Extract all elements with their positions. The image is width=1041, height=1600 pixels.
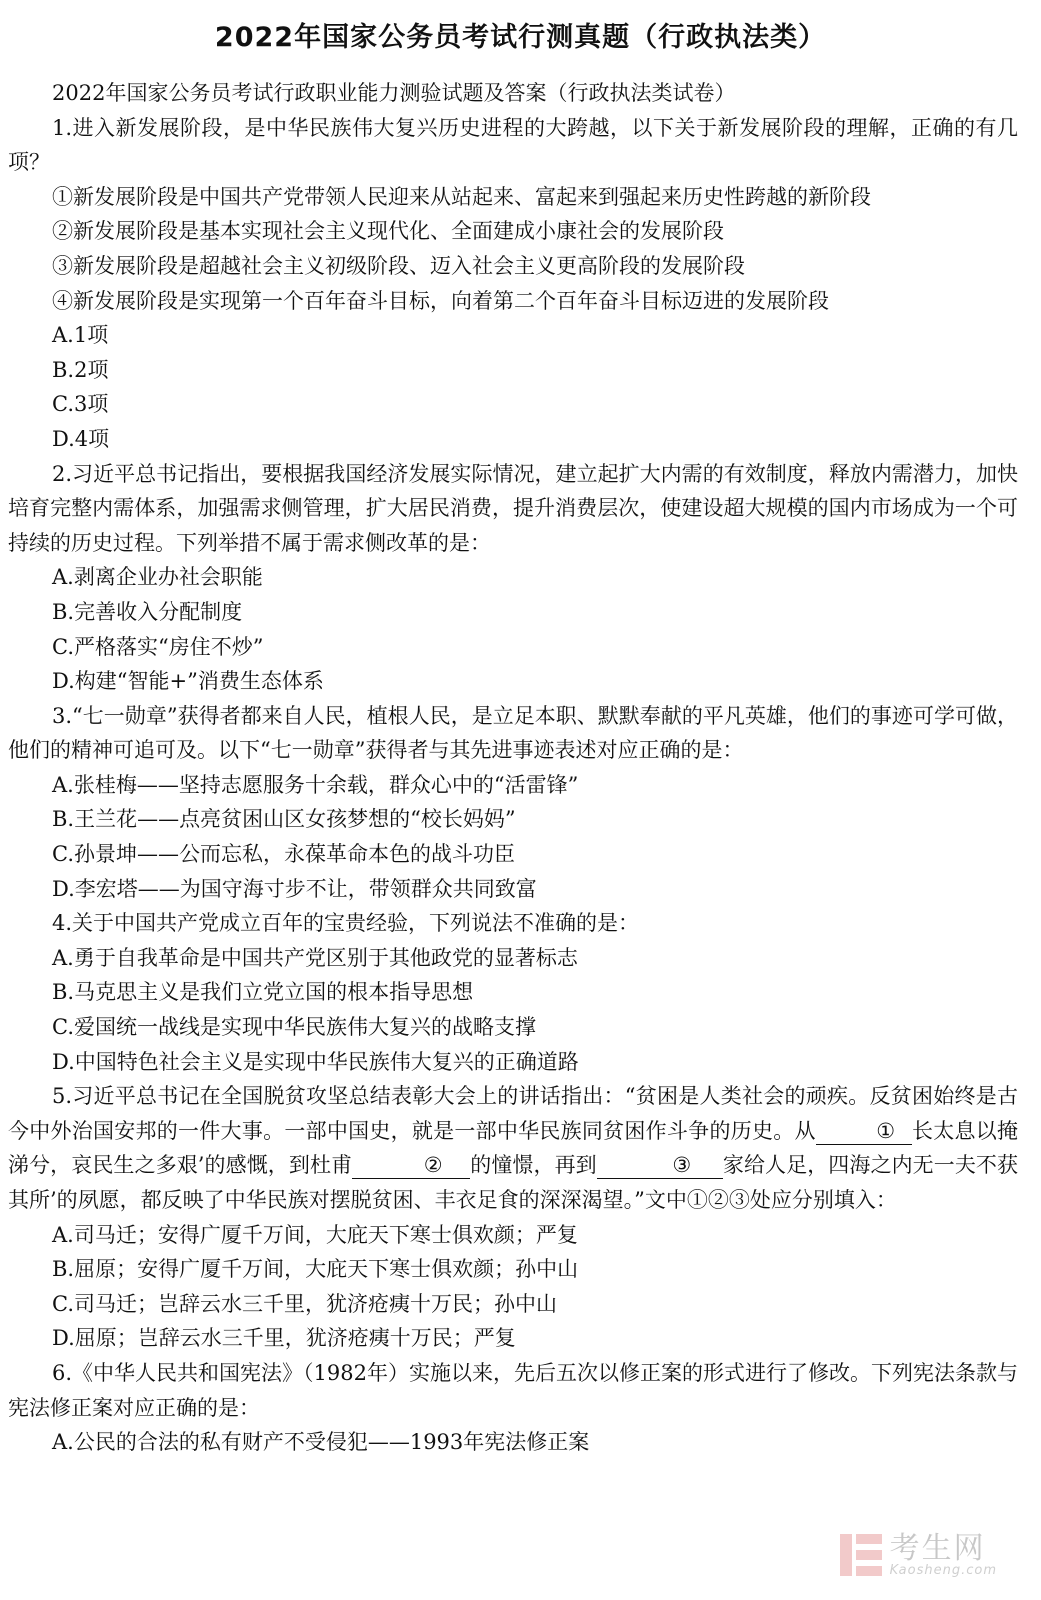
question-5-option-b: B.屈原；安得广厦千万间，大庇天下寒士俱欢颜；孙中山 bbox=[52, 1257, 579, 1282]
question-1-statement-3: ③新发展阶段是超越社会主义初级阶段、迈入社会主义更高阶段的发展阶段 bbox=[52, 253, 745, 278]
question-5-option-d: D.屈原；岂辞云水三千里，犹济疮痍十万民；严复 bbox=[52, 1326, 516, 1351]
question-4-option-a: A.勇于自我革命是中国共产党区别于其他政党的显著标志 bbox=[52, 945, 578, 970]
question-4-option-b: B.马克思主义是我们立党立国的根本指导思想 bbox=[52, 980, 474, 1005]
question-5-stem-part-3: 的憧憬，再到 bbox=[470, 1153, 597, 1178]
question-5-stem-part-1: 5.习近平总书记在全国脱贫攻坚总结表彰大会上的讲话指出：“贫困是人类社会的顽疾。反贫困始终是古今中外治国安邦的一件大事。一部中国史，就是一部中华民族同贫困作斗争的历史。从 bbox=[8, 1084, 1018, 1143]
question-2-stem: 2.习近平总书记指出，要根据我国经济发展实际情况，建立起扩大内需的有效制度，释放内需潜力，加快培育完整内需体系，加强需求侧管理，扩大居民消费，提升消费层次，使建设超大规模的国内市场成为一个可持续的历史过程。下列举措不属于需求侧改革的是： bbox=[8, 461, 1018, 555]
question-5-blank-3: ③ bbox=[597, 1152, 723, 1179]
question-1-option-d: D.4项 bbox=[52, 426, 110, 451]
question-5-option-c: C.司马迁；岂辞云水三千里，犹济疮痍十万民；孙中山 bbox=[52, 1291, 557, 1316]
question-3-option-d: D.李宏塔——为国守海寸步不让，带领群众共同致富 bbox=[52, 876, 537, 901]
question-2-option-c: C.严格落实“房住不炒” bbox=[52, 634, 264, 659]
question-3-option-a: A.张桂梅——坚持志愿服务十余载，群众心中的“活雷锋” bbox=[52, 772, 579, 797]
question-5-stem bbox=[8, 1079, 1018, 1217]
question-4-option-d: D.中国特色社会主义是实现中华民族伟大复兴的正确道路 bbox=[52, 1049, 579, 1074]
question-5-option-a: A.司马迁；安得广厦千万间，大庇天下寒士俱欢颜；严复 bbox=[52, 1222, 578, 1247]
question-1-option-b: B.2项 bbox=[52, 357, 109, 382]
question-6-stem: 6.《中华人民共和国宪法》（1982年）实施以来，先后五次以修正案的形式进行了修改。下列宪法条款与宪法修正案对应正确的是： bbox=[8, 1360, 1018, 1420]
question-3-stem: 3.“七一勋章”获得者都来自人民，植根人民，是立足本职、默默奉献的平凡英雄，他们的事迹可学可做，他们的精神可追可及。以下“七一勋章”获得者与其先进事迹表述对应正确的是： bbox=[8, 703, 1018, 763]
question-5-stem-part-2: 长太息以掩涕兮，哀民生之多艰’的感慨，到杜甫 bbox=[8, 1118, 1018, 1178]
question-4-stem: 4.关于中国共产党成立百年的宝贵经验，下列说法不准确的是： bbox=[52, 911, 640, 936]
question-1-option-a: A.1项 bbox=[52, 323, 109, 348]
question-3-option-c: C.孙景坤——公而忘私，永葆革命本色的战斗功臣 bbox=[52, 842, 515, 867]
document-body bbox=[8, 76, 1018, 1460]
question-1-statement-1: ①新发展阶段是中国共产党带领人民迎来从站起来、富起来到强起来历史性跨越的新阶段 bbox=[52, 184, 871, 209]
question-5-stem-part-4: 家给人足，四海之内无一夫不获其所’的夙愿，都反映了中华民族对摆脱贫困、丰衣足食的深深渴望。”文中①②③处应分别填入： bbox=[8, 1153, 1019, 1212]
question-5-blank-1: ① bbox=[816, 1118, 912, 1145]
question-2-option-a: A.剥离企业办社会职能 bbox=[52, 565, 263, 590]
watermark bbox=[838, 1530, 997, 1580]
question-5-blank-2: ② bbox=[352, 1152, 470, 1179]
question-1-statement-4: ④新发展阶段是实现第一个百年奋斗目标，向着第二个百年奋斗目标迈进的发展阶段 bbox=[52, 288, 829, 313]
question-3-option-b: B.王兰花——点亮贫困山区女孩梦想的“校长妈妈” bbox=[52, 807, 516, 832]
watermark-site-url: Kaosheng.com bbox=[889, 1562, 997, 1578]
question-2-option-d: D.构建“智能+”消费生态体系 bbox=[52, 669, 324, 694]
question-1-statement-2: ②新发展阶段是基本实现社会主义现代化、全面建成小康社会的发展阶段 bbox=[52, 219, 724, 244]
page-title: 2022年国家公务员考试行测真题（行政执法类） bbox=[214, 22, 827, 53]
watermark-site-name: 考生网 bbox=[889, 1530, 986, 1566]
question-1-stem: 1.进入新发展阶段，是中华民族伟大复兴历史进程的大跨越，以下关于新发展阶段的理解，正确的有几项？ bbox=[8, 115, 1018, 175]
question-4-option-c: C.爱国统一战线是实现中华民族伟大复兴的战略支撑 bbox=[52, 1015, 536, 1040]
question-1-option-c: C.3项 bbox=[52, 392, 109, 417]
kaosheng-logo-icon bbox=[838, 1530, 884, 1580]
document-subtitle: 2022年国家公务员考试行政职业能力测验试题及答案（行政执法类试卷） bbox=[52, 81, 736, 105]
question-2-option-b: B.完善收入分配制度 bbox=[52, 599, 243, 624]
question-6-option-a: A.公民的合法的私有财产不受侵犯——1993年宪法修正案 bbox=[52, 1430, 590, 1455]
